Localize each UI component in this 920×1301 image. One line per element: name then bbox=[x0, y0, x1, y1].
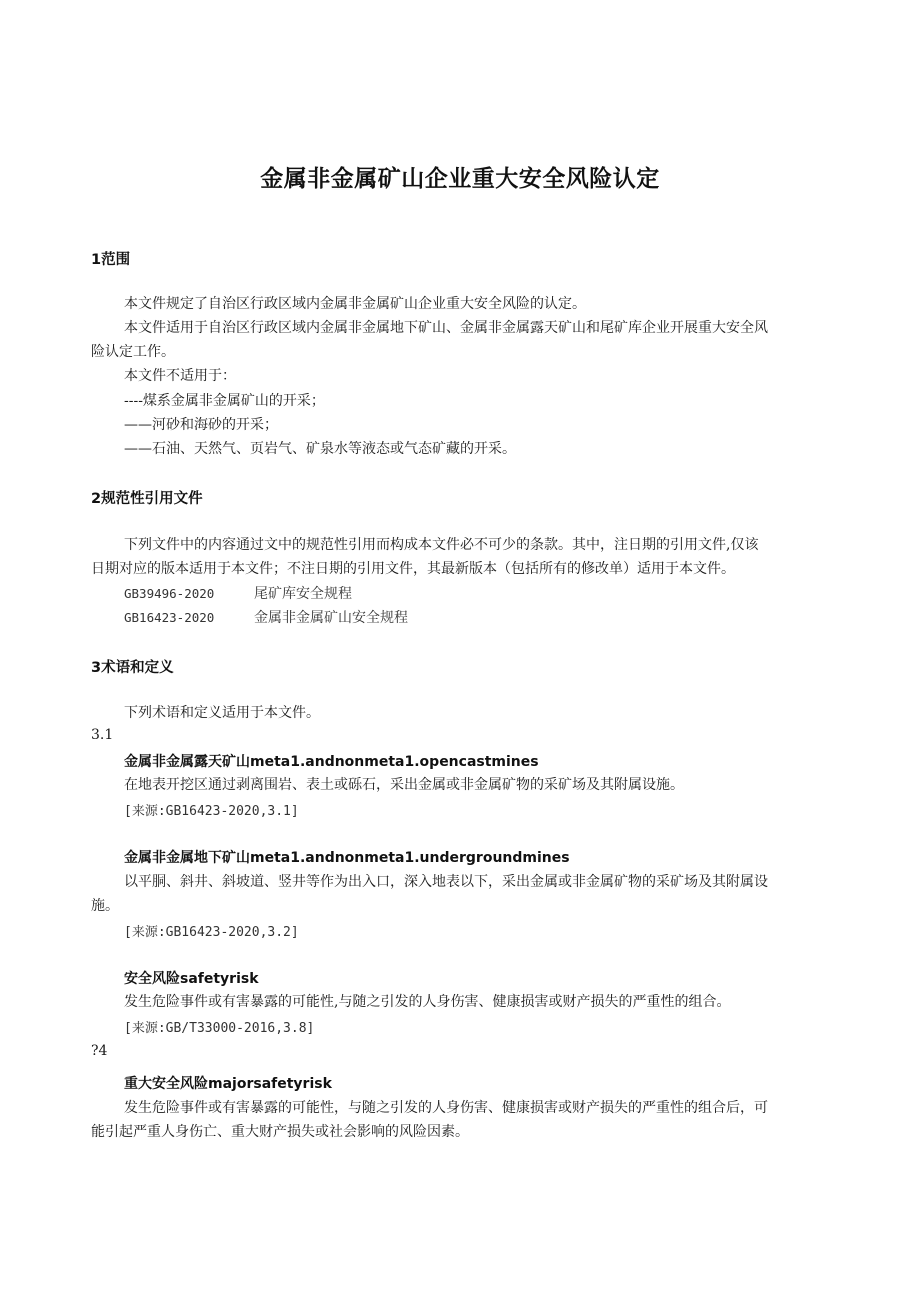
paragraph: 本文件适用于自治区行政区域内金属非金属地下矿山、金属非金属露天矿山和尾矿库企业开展重大安全风 bbox=[124, 320, 768, 336]
paragraph: 本文件不适用于： bbox=[124, 368, 236, 384]
term-en: meta1.andnonmeta1.opencastmines bbox=[250, 754, 539, 770]
list-item: ----煤系金属非金属矿山的开采； bbox=[124, 393, 325, 409]
reference-code: GB16423-2020 bbox=[124, 610, 215, 625]
term-zh: 重大安全风险 bbox=[124, 1076, 208, 1092]
term-definition-continuation: 能引起严重人身伤亡、重大财产损失或社会影响的风险因素。 bbox=[91, 1124, 469, 1140]
reference-name: 尾矿库安全规程 bbox=[254, 586, 352, 602]
term-en: safetyrisk bbox=[180, 971, 259, 987]
term-en: majorsafetyrisk bbox=[208, 1076, 332, 1092]
term-number: 3.1 bbox=[91, 727, 114, 743]
term-heading bbox=[124, 847, 570, 867]
term-zh: 金属非金属地下矿山 bbox=[124, 850, 250, 866]
term-heading bbox=[124, 968, 259, 988]
term-zh: 安全风险 bbox=[124, 971, 180, 987]
list-item: ——河砂和海砂的开采； bbox=[124, 417, 278, 433]
term-definition: 以平胴、斜井、斜坡道、竖井等作为出入口，深入地表以下，采出金属或非金属矿物的采矿场及其附属设 bbox=[124, 874, 768, 890]
reference-item bbox=[124, 583, 352, 603]
term-heading bbox=[124, 751, 539, 771]
section-heading-normative-references: 2规范性引用文件 bbox=[91, 491, 203, 507]
term-definition: 发生危险事件或有害暴露的可能性,与随之引发的人身伤害、健康损害或财产损失的严重性的组合。 bbox=[124, 994, 731, 1010]
term-definition: 在地表开挖区通过剥离围岩、表土或砾石，采出金属或非金属矿物的采矿场及其附属设施。 bbox=[124, 777, 684, 793]
list-item: ——石油、天然气、页岩气、矿泉水等液态或气态矿藏的开采。 bbox=[124, 441, 516, 457]
term-zh: 金属非金属露天矿山 bbox=[124, 754, 250, 770]
reference-code: GB39496-2020 bbox=[124, 586, 215, 601]
term-number: ?4 bbox=[91, 1043, 108, 1059]
paragraph-continuation: 险认定工作。 bbox=[91, 344, 175, 360]
reference-name: 金属非金属矿山安全规程 bbox=[254, 610, 408, 626]
paragraph: 本文件规定了自治区行政区域内金属非金属矿山企业重大安全风险的认定。 bbox=[124, 296, 586, 312]
term-source: [来源:GB16423-2020,3.2] bbox=[124, 925, 299, 940]
term-source: [来源:GB16423-2020,3.1] bbox=[124, 804, 299, 819]
term-en: meta1.andnonmeta1.undergroundmines bbox=[250, 850, 570, 866]
paragraph: 下列文件中的内容通过文中的规范性引用而构成本文件必不可少的条款。其中，注日期的引用文件,仅该 bbox=[124, 537, 759, 553]
term-heading bbox=[124, 1073, 332, 1093]
paragraph: 下列术语和定义适用于本文件。 bbox=[124, 705, 320, 721]
document-title: 金属非金属矿山企业重大安全风险认定 bbox=[260, 166, 660, 192]
term-source: [来源:GB/T33000-2016,3.8] bbox=[124, 1021, 315, 1036]
section-heading-scope: 1范围 bbox=[91, 252, 131, 268]
term-definition-continuation: 施。 bbox=[91, 898, 119, 914]
paragraph-continuation: 日期对应的版本适用于本文件；不注日期的引用文件，其最新版本（包括所有的修改单）适用于本文件。 bbox=[91, 561, 735, 577]
term-definition: 发生危险事件或有害暴露的可能性，与随之引发的人身伤害、健康损害或财产损失的严重性的组合后，可 bbox=[124, 1100, 768, 1116]
section-heading-terms: 3术语和定义 bbox=[91, 660, 174, 676]
reference-item bbox=[124, 607, 408, 627]
